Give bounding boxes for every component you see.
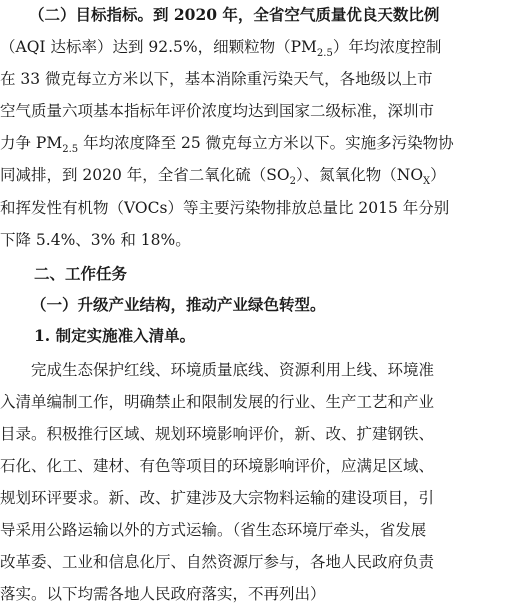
paragraph-line: 空气质量六项基本指标年评价浓度均达到国家二级标准，深圳市 bbox=[0, 102, 435, 120]
paragraph-line: 石化、化工、建材、有色等项目的环境影响评价，应满足区域、 bbox=[0, 457, 435, 475]
paragraph-line: 同减排，到 2020 年，全省二氧化硫$(SO_2)$、氮氧化物$(NO_X)$ bbox=[0, 166, 446, 187]
subsection-heading: （一）升级产业结构，推动产业绿色转型。 bbox=[31, 295, 326, 314]
paragraph-line: 完成生态保护红线、环境质量底线、资源利用上线、环境准 bbox=[31, 361, 435, 379]
item-heading: 1. 制定实施准入清单。 bbox=[34, 326, 196, 345]
paragraph-line: 和挥发性有机物（VOCs）等主要污染物排放总量比 2015 年分别 bbox=[0, 199, 450, 217]
section-heading: 二、工作任务 bbox=[34, 264, 128, 283]
target-indicator-heading: （二）目标指标。到 2020 年，全省空气质量优良天数比例 bbox=[29, 5, 440, 24]
paragraph-line: 导采用公路运输以外的方式运输。（省生态环境厅牵头，省发展 bbox=[0, 521, 427, 539]
paragraph-line: 在 33 微克每立方米以下，基本消除重污染天气，各地级以上市 bbox=[0, 70, 433, 88]
paragraph-line: 下降 5.4%、3% 和 18%。 bbox=[0, 231, 191, 249]
paragraph-line: 目录。积极推行区域、规划环境影响评价，新、改、扩建钢铁、 bbox=[0, 425, 435, 443]
paragraph-line: 规划环评要求。新、改、扩建涉及大宗物料运输的建设项目，引 bbox=[0, 489, 435, 507]
paragraph-line: （AQI 达标率）达到 92.5%，细颗粒物$(PM_{2.5})$年均浓度控制 bbox=[0, 38, 442, 59]
paragraph-line: 力争 $PM_{2.5}$ 年均浓度降至 25 微克每立方米以下。实施多污染物协 bbox=[0, 134, 454, 155]
paragraph-line: 落实。以下均需各地人民政府落实，不再列出） bbox=[0, 585, 326, 603]
paragraph-line: 改革委、工业和信息化厅、自然资源厅参与，各地人民政府负责 bbox=[0, 553, 435, 571]
paragraph-line: 入清单编制工作，明确禁止和限制发展的行业、生产工艺和产业 bbox=[0, 393, 435, 411]
